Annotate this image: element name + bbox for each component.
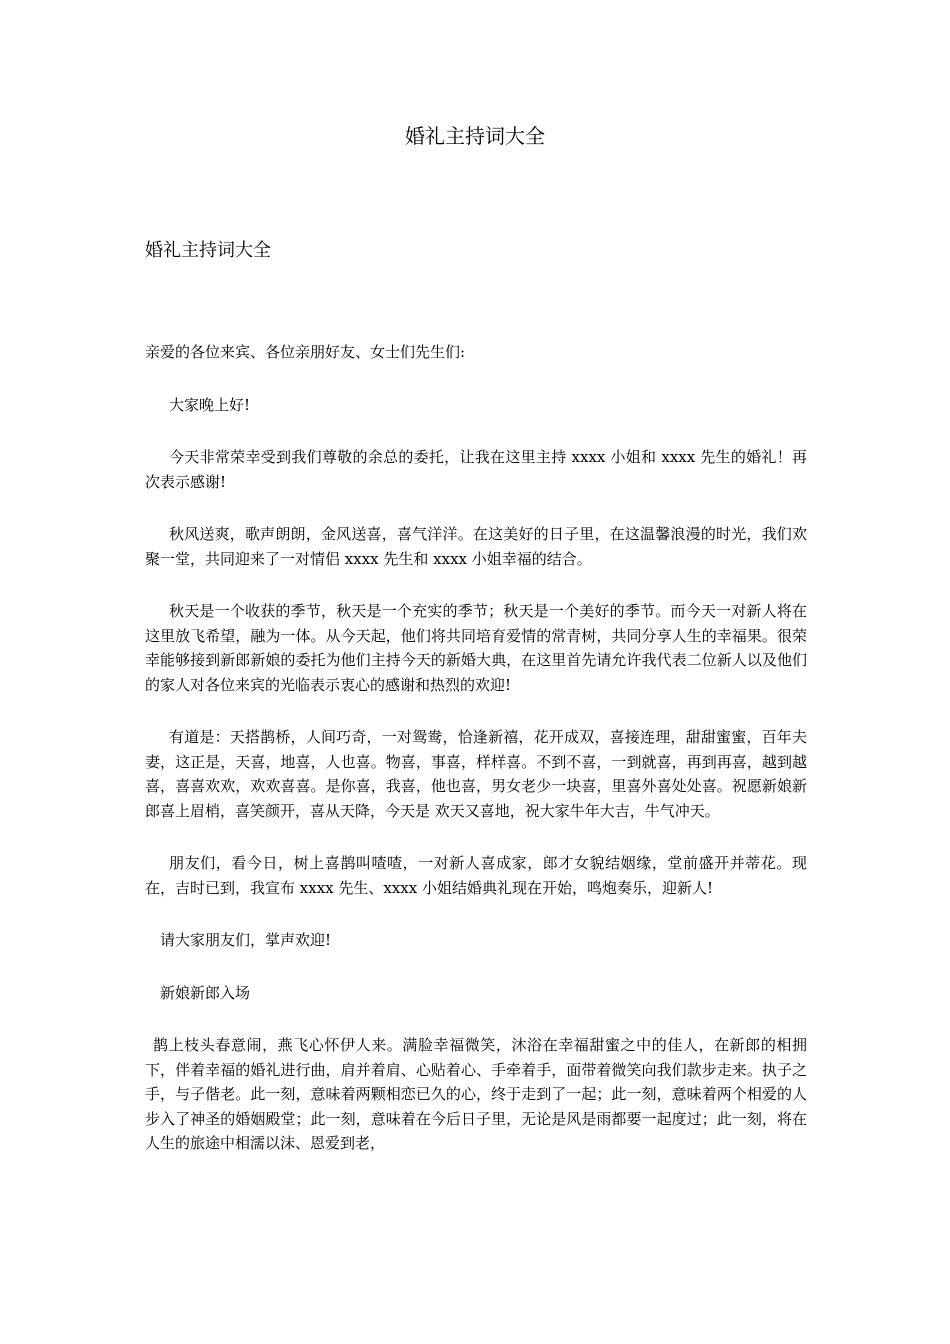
document-title: 婚礼主持词大全 <box>405 124 545 148</box>
paragraph-applause: 请大家朋友们，掌声欢迎! <box>160 931 332 949</box>
paragraph-ceremony-start: 朋友们，看今日，树上喜鹊叫喳喳，一对新人喜成家，郎才女貌结姻缘，堂前盛开并蒂花。现在，吉时已到，我宣布 xxxx 先生、xxxx 小姐结婚典礼现在开始，鸣炮奏乐，迎新人! <box>145 854 807 897</box>
paragraph-entrance-heading: 新娘新郎入场 <box>160 983 251 1002</box>
paragraph-entrance: 鹊上枝头春意闹，燕飞心怀伊人来。满脸幸福微笑，沐浴在幸福甜蜜之中的佳人，在新郎的相拥下，伴着幸福的婚礼进行曲，肩并着肩、心贴着心、手牵着手，面带着微笑向我们款步走来。执子之手，与子偕老。此一刻，意味着两颗相恋已久的心，终于走到了一起；此一刻，意味着两个相爱的人步入了神圣的婚姻殿堂；此一刻，意味着在今后日子里，无论是风是雨都要一起度过；此一刻，将在人生的旅途中相濡以沫、恩爱到老， <box>145 1036 807 1152</box>
document-body <box>145 340 807 1184</box>
paragraph-thanks: 今天非常荣幸受到我们尊敬的余总的委托，让我在这里主持 xxxx 小姐和 xxxx 先生的婚礼！再次表示感谢! <box>145 448 807 491</box>
paragraph-autumn-wind: 秋风送爽，歌声朗朗，金风送喜，喜气洋洋。在这美好的日子里，在这温馨浪漫的时光，我们欢聚一堂，共同迎来了一对情侣 xxxx 先生和 xxxx 小姐幸福的结合。 <box>145 525 807 568</box>
paragraph-blessings: 有道是：天搭鹊桥，人间巧奇，一对鸳鸯，恰逢新禧，花开成双，喜接连理，甜甜蜜蜜，百年夫妻，这正是，天喜，地喜，人也喜。物喜，事喜，样样喜。不到不喜，一到就喜，再到再喜，越到越喜，喜喜欢欢，欢欢喜喜。是你喜，我喜，他也喜，男女老少一块喜，里喜外喜处处喜。祝愿新娘新郎喜上眉梢，喜笑颜开，喜从天降，今天是 欢天又喜地，祝大家牛年大吉，牛气冲天。 <box>145 728 807 820</box>
paragraph-greeting: 亲爱的各位来宾、各位亲朋好友、女士们先生们: <box>145 343 466 361</box>
paragraph-good-evening: 大家晚上好! <box>169 395 251 414</box>
document-subtitle: 婚礼主持词大全 <box>145 240 271 261</box>
paragraph-autumn-season: 秋天是一个收获的季节，秋天是一个充实的季节；秋天是一个美好的季节。而今天一对新人将在这里放飞希望，融为一体。从今天起，他们将共同培育爱情的常青树，共同分享人生的幸福果。很荣幸能够接到新郎新娘的委托为他们主持今天的新婚大典，在这里首先请允许我代表二位新人以及他们的家人对各位来宾的光临表示衷心的感谢和热烈的欢迎! <box>145 602 807 694</box>
